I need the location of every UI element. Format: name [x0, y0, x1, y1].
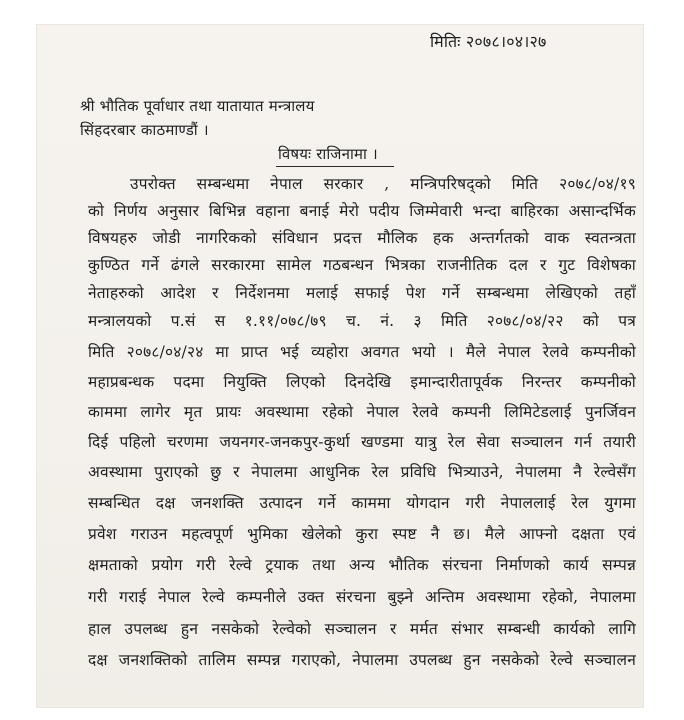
body-line: अवस्थामा पुराएको छु र नेपालमा आधुनिक रेल प्रविधि भित्र्याउने, नेपालमा नै रेल्वेसँग	[88, 463, 636, 481]
body-line: कुण्ठित गर्ने ढंगले सरकारमा सामेल गठबन्धन भित्रका राजनीतिक दल र गुट विशेषका	[88, 256, 636, 274]
letter-subject: विषयः राजिनामा ।	[278, 145, 378, 163]
body-line: मन्त्रालयको प.सं स १.११/०७८/७९ च. नं. ३ मिति २०७८/०४/२२ को पत्र	[88, 312, 636, 330]
body-line: उपरोक्त सम्बन्धमा नेपाल सरकार , मन्त्रिपरिषद्को मिति २०७८/०४/१९	[130, 175, 636, 193]
body-line: दक्ष जनशक्तिको तालिम सम्पन्न गराएको, नेपालमा उपलब्ध हुन नसकेको रेल्वे सञ्चालन	[88, 651, 636, 669]
body-line: काममा लागेर मृत प्रायः अवस्थामा रहेको नेपाल रेलवे कम्पनी लिमिटेडलाई पुनर्जिवन	[88, 403, 636, 421]
body-line: क्षमताको प्रयोग गरी रेल्वे ट्रयाक तथा अन्य भौतिक संरचना निर्माणको कार्य सम्पन्न	[88, 556, 636, 574]
body-line: प्रवेश गराउन महत्वपूर्ण भुमिका खेलेको कुरा स्पष्ट नै छ। मैले आफ्नो दक्षता एवं	[88, 525, 636, 543]
body-line: को निर्णय अनुसार बिभिन्न वहाना बनाई मेरो पदीय जिम्मेवारी भन्दा बाहिरका असान्दर्भिक	[88, 202, 636, 220]
body-line: गरी गराई नेपाल रेल्वे कम्पनीले उक्त संरचना बुझ्ने अन्तिम अवस्थामा रहेको, नेपालमा	[88, 588, 636, 606]
recipient-line-2: सिंहदरबार काठमाण्डौं ।	[80, 121, 209, 139]
letter-date: मितिः २०७८।०४।२७	[430, 32, 547, 51]
body-line: विषयहरु जोडी नागरिकको संविधान प्रदत्त मौलिक हक अन्तर्गतको वाक स्वतन्त्रता	[88, 229, 636, 247]
body-line: हाल उपलब्ध हुन नसकेको रेल्वेको सञ्चालन र मर्मत संभार सम्बन्धी कार्यको लागि	[88, 620, 636, 638]
body-line: दिई पहिलो चरणमा जयनगर-जनकपुर-कुर्था खण्डमा यात्रु रेल सेवा सञ्चालन गर्न तयारी	[88, 433, 636, 451]
body-line: सम्बन्धित दक्ष जनशक्ति उत्पादन गर्ने काममा योगदान गरी नेपाललाई रेल युगमा	[88, 494, 636, 512]
body-line: महाप्रबन्धक पदमा नियुक्ति लिएको दिनदेखि इमान्दारीतापूर्वक निरन्तर कम्पनीको	[88, 373, 636, 391]
recipient-line-1: श्री भौतिक पूर्वाधार तथा यातायात मन्त्रालय	[80, 97, 315, 115]
body-line: मिति २०७८/०४/२४ मा प्राप्त भई व्यहोरा अवगत भयो । मैले नेपाल रेलवे कम्पनीको	[88, 343, 636, 361]
body-line: नेताहरुको आदेश र निर्देशनमा मलाई सफाई पेश गर्ने सम्बन्धमा लेखिएको तहाँ	[88, 284, 636, 302]
subject-underline	[276, 166, 394, 167]
